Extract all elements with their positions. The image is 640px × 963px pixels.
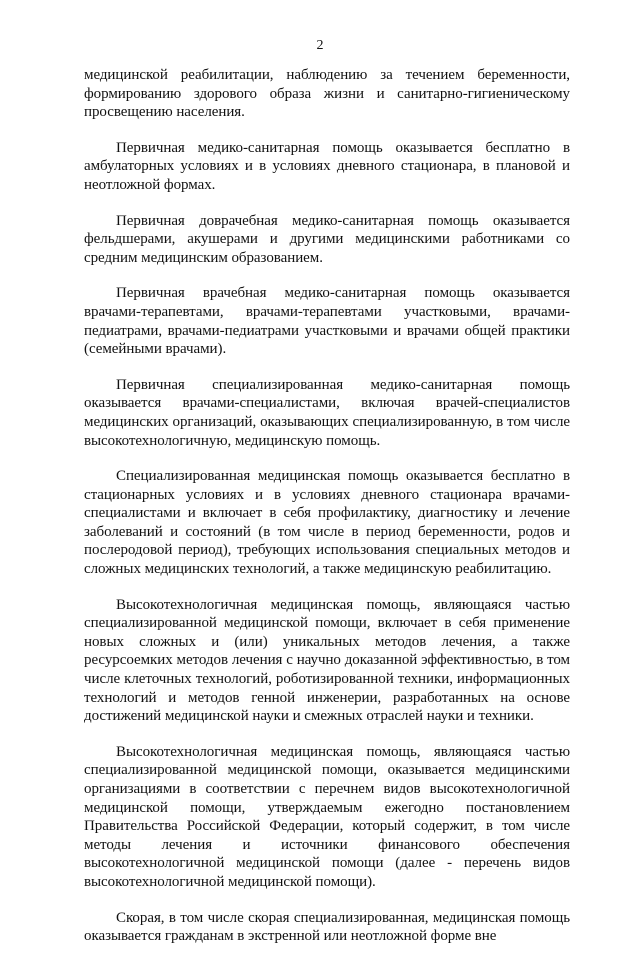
paragraph-2: Первичная медико-санитарная помощь оказывается бесплатно в амбулаторных условиях и в условиях дневного стационара, в плановой и неотложной формах.	[84, 139, 570, 193]
paragraph-9: Скорая, в том числе скорая специализированная, медицинская помощь оказывается гражданам в экстренной или неотложной форме вне	[84, 909, 570, 945]
paragraph-3: Первичная доврачебная медико-санитарная помощь оказывается фельдшерами, акушерами и другими медицинскими работниками со средним медицинским образованием.	[84, 212, 570, 266]
page-number: 2	[316, 38, 324, 53]
paragraph-4: Первичная врачебная медико-санитарная помощь оказывается врачами-терапевтами, врачами-терапевтами участковыми, врачами-педиатрами, врачами-педиатрами участковыми и врачами общей практики (семейными врачами).	[84, 285, 570, 358]
paragraph-5: Первичная специализированная медико-санитарная помощь оказывается врачами-специалистами, включая врачей-специалистов медицинских организаций, оказывающих специализированную, в том числе высокотехнологичную, медицинскую помощь.	[84, 376, 570, 449]
paragraph-1: медицинской реабилитации, наблюдению за течением беременности, формированию здорового образа жизни и санитарно-гигиеническому просвещению населения.	[84, 67, 570, 121]
paragraph-8: Высокотехнологичная медицинская помощь, являющаяся частью специализированной медицинской помощи, оказывается медицинскими организациями в соответствии с перечнем видов высокотехнологичной медицинской помощи, утверждаемым ежегодно постановлением Правительства Российской Федерации, который содержит, в том числе методы лечения и источники финансового обеспечения высокотехнологичной медицинской помощи (далее - перечень видов высокотехнологичной медицинской помощи).	[84, 743, 570, 890]
document-body	[84, 66, 570, 963]
paragraph-6: Специализированная медицинская помощь оказывается бесплатно в стационарных условиях и в условиях дневного стационара врачами-специалистами и включает в себя профилактику, диагностику и лечение заболеваний и состояний (в том числе в период беременности, родов и послеродовой период), требующих использования специальных методов и сложных медицинских технологий, а также медицинскую реабилитацию.	[84, 468, 570, 578]
paragraph-7: Высокотехнологичная медицинская помощь, являющаяся частью специализированной медицинской помощи, включает в себя применение новых сложных и (или) уникальных методов лечения, а также ресурсоемких методов лечения с научно доказанной эффективностью, в том числе клеточных технологий, роботизированной техники, информационных технологий и методов генной инженерии, разработанных на основе достижений медицинской науки и смежных отраслей науки и техники.	[84, 596, 570, 725]
